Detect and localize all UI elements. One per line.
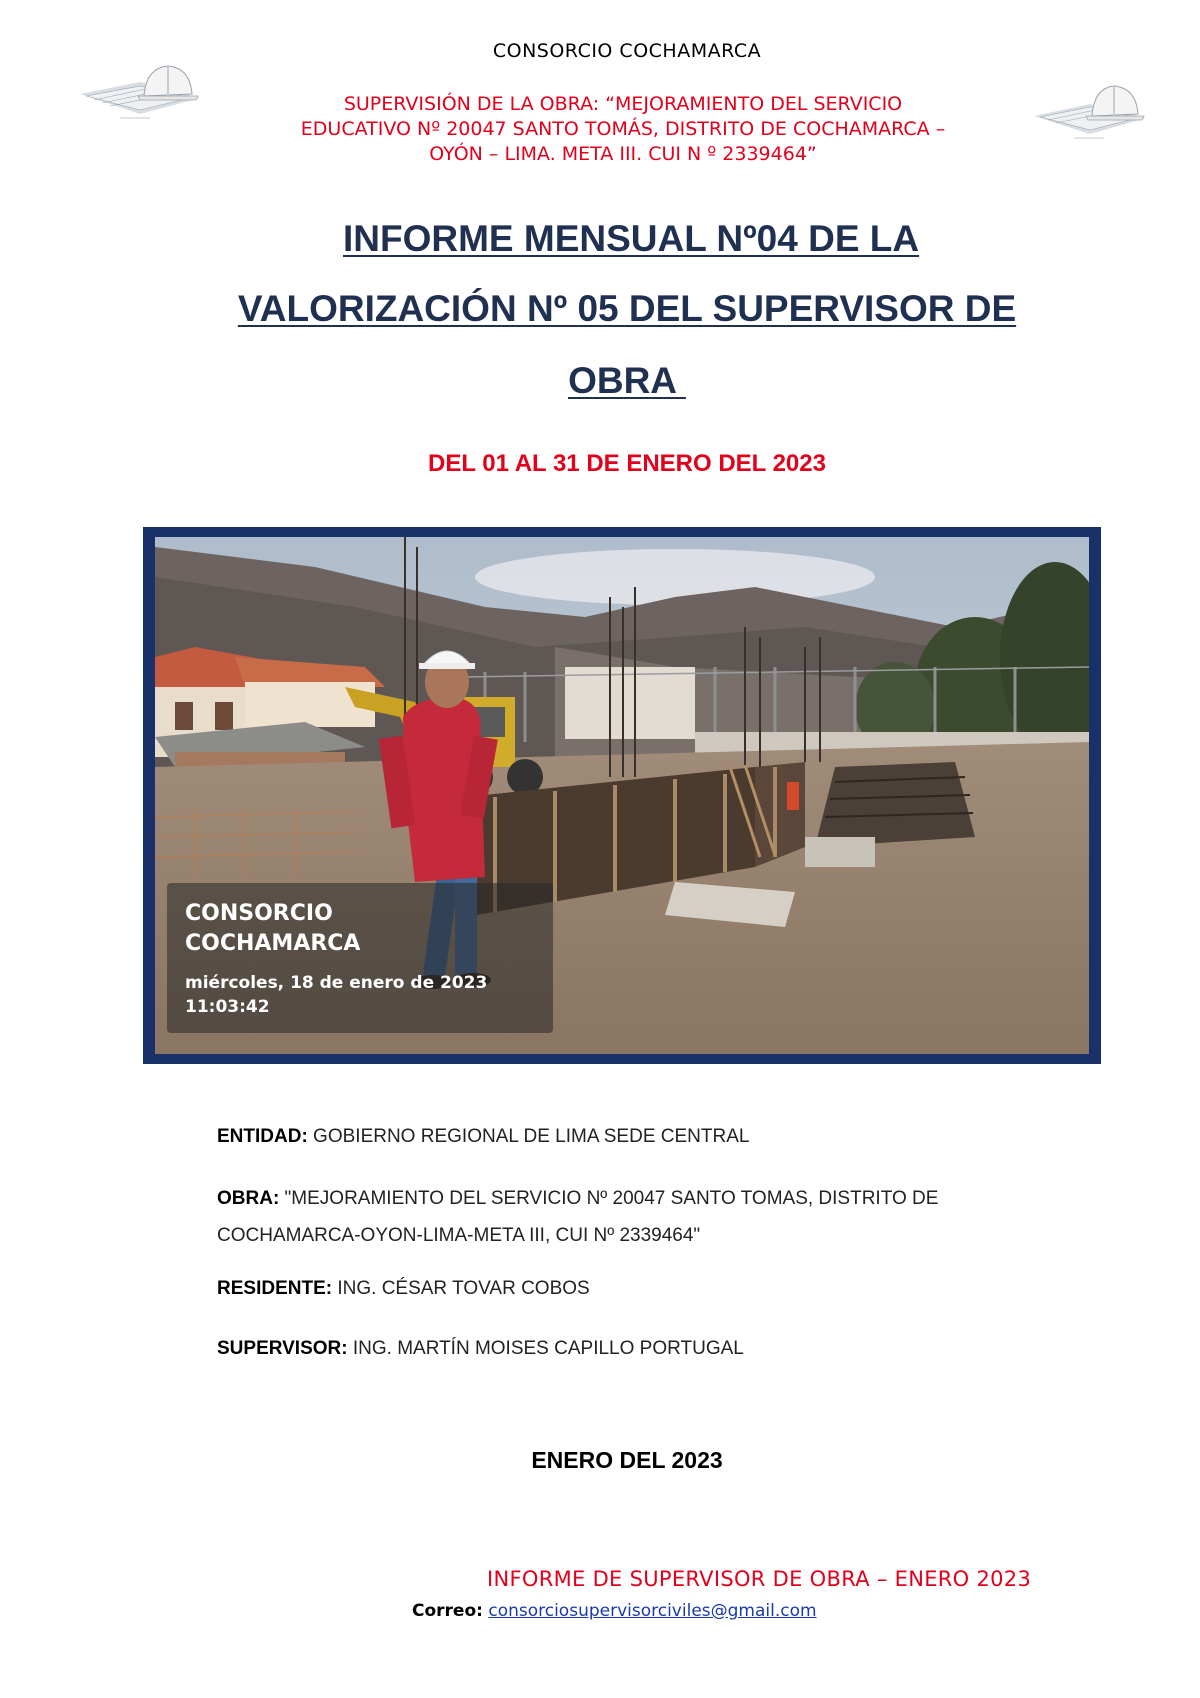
site-photo <box>155 537 1089 1054</box>
stamp-time: 11:03:42 <box>185 997 270 1017</box>
residente-label: RESIDENTE: <box>217 1278 333 1299</box>
stamp-company-line-2: COCHAMARCA <box>185 931 361 956</box>
obra-label: OBRA: <box>217 1188 280 1209</box>
helmet-logo-right <box>1034 82 1146 144</box>
supervisor-label: SUPERVISOR: <box>217 1338 348 1359</box>
site-photo-frame <box>143 527 1101 1064</box>
supervisor-value: ING. MARTÍN MOISES CAPILLO PORTUGAL <box>347 1338 744 1359</box>
info-obra <box>217 1180 1097 1254</box>
obra-line-1 <box>217 1180 1097 1217</box>
report-title-line-3 <box>0 360 1200 402</box>
supervision-line-1: SUPERVISIÓN DE LA OBRA: “MEJORAMIENTO DEL SERVICIO <box>343 93 903 115</box>
photo-timestamp-overlay <box>167 883 553 1033</box>
supervision-line-3: OYÓN – LIMA. META III. CUI N º 2339464” <box>429 143 817 165</box>
report-title-line-2-text: VALORIZACIÓN Nº 05 DEL SUPERVISOR DE <box>237 288 1017 329</box>
email-link[interactable]: consorciosupervisorciviles@gmail.com <box>488 1601 817 1621</box>
helmet-logo-left <box>80 60 200 126</box>
entidad-value: GOBIERNO REGIONAL DE LIMA SEDE CENTRAL <box>307 1126 750 1147</box>
obra-value-line-1: "MEJORAMIENTO DEL SERVICIO Nº 20047 SANTO TOMAS, DISTRITO DE <box>279 1188 939 1209</box>
info-supervisor <box>217 1338 744 1360</box>
obra-value-line-2: COCHAMARCA-OYON-LIMA-META III, CUI Nº 2339464" <box>217 1225 701 1246</box>
email-label: Correo: <box>412 1601 483 1621</box>
footer-title: INFORME DE SUPERVISOR DE OBRA – ENERO 2023 <box>487 1567 1032 1591</box>
report-title-line-3-text: OBRA <box>568 360 686 401</box>
supervision-line-2: EDUCATIVO Nº 20047 SANTO TOMÁS, DISTRITO DE COCHAMARCA – <box>300 118 946 140</box>
info-entidad <box>217 1126 749 1148</box>
stamp-company-line-1: CONSORCIO <box>185 901 333 926</box>
entidad-label: ENTIDAD: <box>217 1126 308 1147</box>
info-residente <box>217 1278 590 1300</box>
footer-email <box>412 1601 817 1621</box>
report-title-line-1: INFORME MENSUAL Nº04 DE LA <box>343 218 920 259</box>
report-period: DEL 01 AL 31 DE ENERO DEL 2023 <box>428 450 826 477</box>
residente-value: ING. CÉSAR TOVAR COBOS <box>332 1278 590 1299</box>
company-name: CONSORCIO COCHAMARCA <box>492 40 762 62</box>
report-month: ENERO DEL 2023 <box>531 1447 723 1473</box>
stamp-date: miércoles, 18 de enero de 2023 <box>185 973 488 993</box>
supervision-heading <box>230 92 1016 167</box>
report-title-line-2 <box>0 288 1200 330</box>
